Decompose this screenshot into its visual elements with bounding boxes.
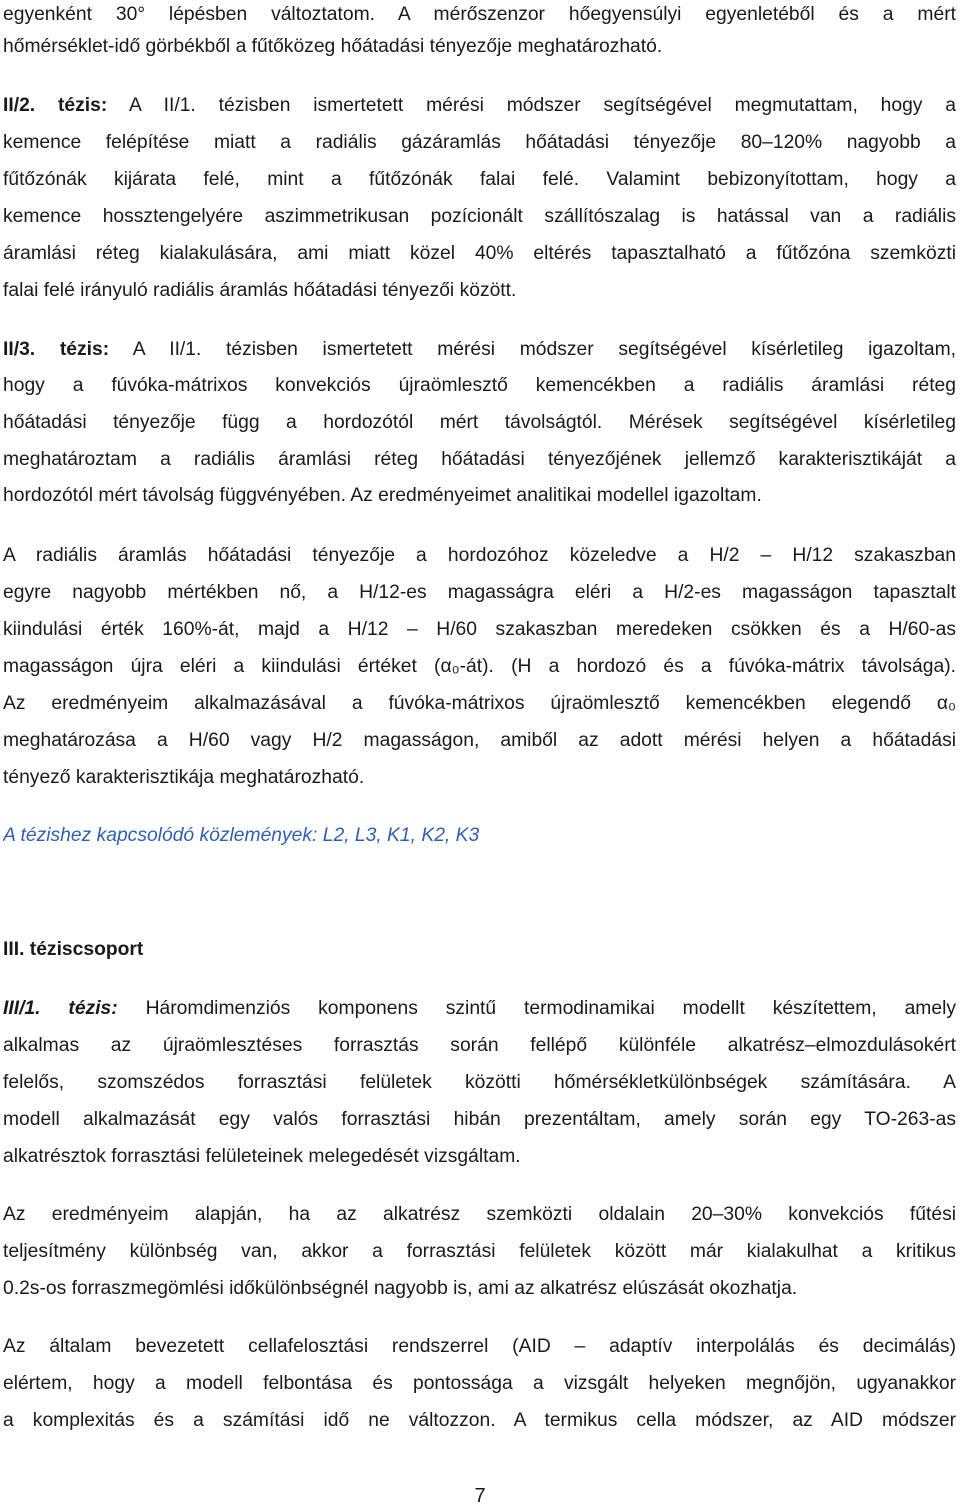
result-line: A radiális áramlás hőátadási tényezője a hordozóhoz közeledve a H/2 – H/12 szakaszban [3, 545, 956, 566]
thesis-iii1-line [3, 994, 956, 1024]
paragraph-line: hőmérséklet-idő görbékből a fűtőközeg hőátadási tényezője meghatározható. [3, 36, 663, 57]
thesis-ii2-line: áramlási réteg kialakulására, ami miatt közel 40% eltérés tapasztalható a fűtőzóna szemközti [3, 243, 956, 264]
thesis-ii2-line: falai felé irányuló radiális áramlás hőátadási tényezői között. [3, 280, 517, 301]
thesis-ii3-line [3, 335, 956, 365]
result-line: Az eredményeim alapján, ha az alkatrész szemközti oldalain 20–30% konvekciós fűtési [3, 1204, 956, 1225]
publications-link[interactable]: A tézishez kapcsolódó közlemények: L2, L3, K1, K2, K3 [3, 825, 480, 846]
thesis-label: II/3. tézis: [3, 339, 110, 360]
section-heading: III. téziscsoport [3, 939, 144, 960]
result-line: 0.2s-os forraszmegömlési időkülönbségnél nagyobb is, ami az alkatrész elúszását okozhatja. [3, 1278, 798, 1299]
paragraph-line: egyenként 30° lépésben változtatom. A mérőszenzor hőegyensúlyi egyenletéből és a mért [3, 4, 956, 25]
thesis-ii3-line: meghatároztam a radiális áramlási réteg hőátadási tényezőjének jellemző karakterisztikáját a [3, 449, 956, 470]
aid-line: Az általam bevezetett cellafelosztási rendszerrel (AID – adaptív interpolálás és decimálás) [3, 1336, 956, 1357]
thesis-iii1-line: alkatrésztok forrasztási felületeinek melegedését vizsgáltam. [3, 1146, 521, 1167]
thesis-label: II/2. tézis: [3, 95, 108, 116]
thesis-iii1-line: felelős, szomszédos forrasztási felületek közötti hőmérsékletkülönbségek számítására. A [3, 1072, 956, 1093]
thesis-ii3-line: hordozótól mért távolság függvényében. Az eredményeimet analitikai modellel igazoltam. [3, 485, 762, 506]
aid-line: elértem, hogy a modell felbontása és pontossága a vizsgált helyeken megnőjön, ugyanakkor [3, 1373, 956, 1394]
thesis-ii2-line: fűtőzónák kijárata felé, mint a fűtőzónák falai felé. Valamint bebizonyítottam, hogy a [3, 169, 956, 190]
result-line: magasságon újra eléri a kiindulási értéket (α₀-át). (H a hordozó és a fúvóka-mátrix távolsága). [3, 656, 956, 677]
thesis-text: Háromdimenziós komponens szintű termodinamikai modellt készítettem, amely [117, 998, 956, 1019]
thesis-iii1-line: modell alkalmazását egy valós forrasztási hibán prezentáltam, amely során egy TO-263-as [3, 1109, 956, 1130]
result-line: tényező karakterisztikája meghatározható. [3, 767, 365, 788]
page-number: 7 [474, 1485, 486, 1507]
thesis-label: III/1. tézis: [3, 998, 118, 1019]
thesis-iii1-line: alkalmas az újraömlesztéses forrasztás során fellépő különféle alkatrész–elmozdulásokért [3, 1035, 956, 1056]
thesis-text: A II/1. tézisben ismertetett mérési módszer segítségével megmutattam, hogy a [107, 95, 956, 116]
result-line: Az eredményeim alkalmazásával a fúvóka-mátrixos újraömlesztő kemencékben elegendő α₀ [3, 693, 956, 714]
result-line: meghatározása a H/60 vagy H/2 magasságon, amiből az adott mérési helyen a hőátadási [3, 730, 956, 751]
thesis-ii2-line: kemence felépítése miatt a radiális gázáramlás hőátadási tényezője 80–120% nagyobb a [3, 132, 956, 153]
thesis-ii3-line: hőátadási tényezője függ a hordozótól mért távolságtól. Mérések segítségével kísérletileg [3, 412, 956, 433]
thesis-text: A II/1. tézisben ismertetett mérési módszer segítségével kísérletileg igazoltam, [109, 339, 956, 360]
thesis-ii2-line [3, 91, 956, 121]
aid-line: a komplexitás és a számítási idő ne változzon. A termikus cella módszer, az AID módszer [3, 1410, 956, 1431]
thesis-ii3-line: hogy a fúvóka-mátrixos konvekciós újraömlesztő kemencékben a radiális áramlási réteg [3, 375, 956, 396]
result-line: teljesítmény különbség van, akkor a forrasztási felületek között már kialakulhat a kritikus [3, 1241, 956, 1262]
thesis-ii2-line: kemence hossztengelyére aszimmetrikusan pozícionált szállítószalag is hatással van a radiális [3, 206, 956, 227]
result-line: kiindulási érték 160%-át, majd a H/12 – H/60 szakaszban meredeken csökken és a H/60-as [3, 619, 956, 640]
result-line: egyre nagyobb mértékben nő, a H/12-es magasságra eléri a H/2-es magasságon tapasztalt [3, 582, 956, 603]
